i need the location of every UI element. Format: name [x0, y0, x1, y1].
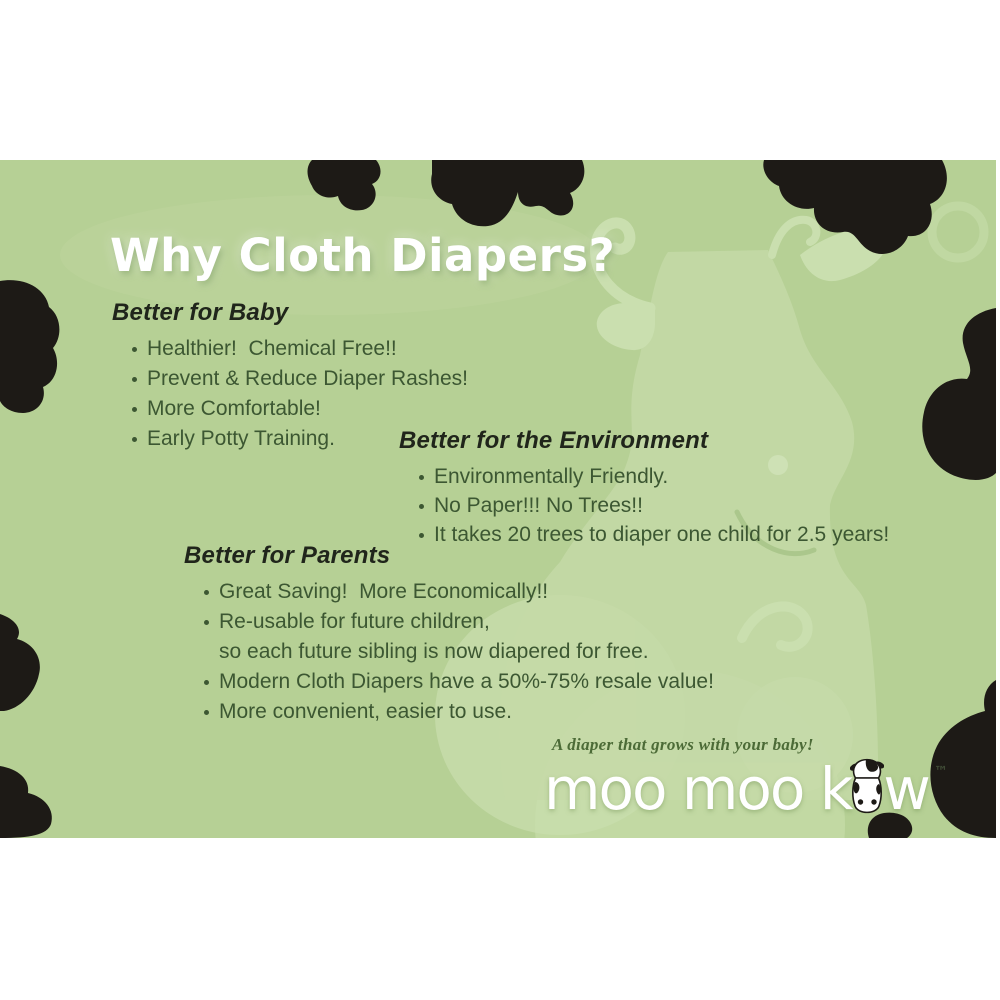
- list-item: [132, 364, 468, 394]
- list-item: [204, 607, 714, 637]
- bullet-list-parents: [184, 577, 714, 727]
- bullet-icon: [419, 475, 424, 480]
- logo-text-before: moo moo k: [544, 755, 852, 823]
- bullet-list-environment: [399, 462, 889, 549]
- bullet-text: More convenient, easier to use.: [219, 700, 512, 723]
- section-heading: Better for the Environment: [399, 427, 709, 454]
- list-item: [204, 577, 714, 607]
- bullet-text: Early Potty Training.: [147, 427, 335, 450]
- bullet-icon: [204, 620, 209, 625]
- bullet-text: Healthier! Chemical Free!!: [147, 337, 397, 360]
- bullet-icon: [204, 710, 209, 715]
- bullet-icon: [132, 347, 137, 352]
- bullet-icon: [132, 437, 137, 442]
- bullet-text: It takes 20 trees to diaper one child for 2.5 years!: [434, 523, 890, 546]
- bullet-icon: [132, 377, 137, 382]
- bullet-icon: [419, 533, 424, 538]
- list-item: [204, 667, 714, 697]
- cow-mascot-icon: [850, 757, 884, 817]
- section-heading: Better for Baby: [112, 299, 289, 326]
- bullet-text: More Comfortable!: [147, 397, 321, 420]
- list-item: [204, 697, 714, 727]
- bullet-text: so each future sibling is now diapered for free.: [219, 640, 649, 663]
- list-item: [204, 637, 714, 667]
- list-item: [132, 394, 468, 424]
- bullet-icon: [419, 504, 424, 509]
- trademark-symbol: ™: [933, 764, 948, 780]
- bullet-icon: [204, 590, 209, 595]
- section-better-for-environment: [399, 427, 889, 549]
- bullet-text: Environmentally Friendly.: [434, 465, 669, 488]
- poster-title: Why Cloth Diapers?: [110, 229, 616, 282]
- bullet-icon: [204, 680, 209, 685]
- list-item: [419, 491, 889, 520]
- section-better-for-parents: [184, 542, 714, 727]
- section-heading: Better for Parents: [184, 542, 391, 569]
- brand-tagline: A diaper that grows with your baby!: [552, 735, 814, 754]
- list-item: [419, 462, 889, 491]
- bullet-text: Modern Cloth Diapers have a 50%-75% resale value!: [219, 670, 714, 693]
- bullet-text: No Paper!!! No Trees!!: [434, 494, 643, 517]
- bullet-text: Prevent & Reduce Diaper Rashes!: [147, 367, 468, 390]
- bullet-text: Great Saving! More Economically!!: [219, 580, 549, 603]
- logo-text-after: w: [883, 755, 929, 823]
- bullet-icon: [132, 407, 137, 412]
- brand-logo: [544, 755, 948, 823]
- list-item: [132, 334, 468, 364]
- bullet-text: Re-usable for future children,: [219, 610, 490, 633]
